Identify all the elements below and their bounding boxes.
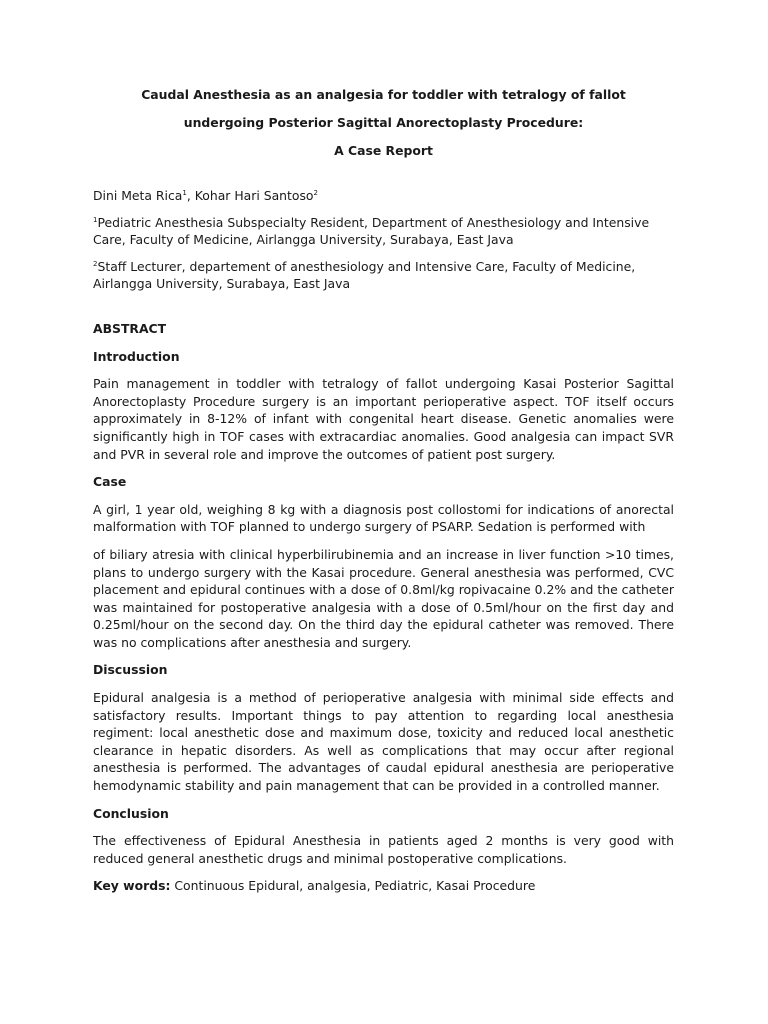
keywords-text: Continuous Epidural, analgesia, Pediatric, Kasai Procedure [170,878,536,894]
document-page [93,86,674,895]
affiliation-text: Staff Lecturer, departement of anesthesiology and Intensive Care, Faculty of Medicine, Airlangga University, Surabaya, East Java [93,258,636,292]
author-list [93,187,674,205]
case-paragraph-2: of biliary atresia with clinical hyperbilirubinemia and an increase in liver function >10 times, plans to undergo surgery with the Kasai procedure. General anesthesia was performed, CVC placement and epidural continues with a dose of 0.8ml/kg ropivacaine 0.2% and the catheter was maintained for postoperative analgesia with a dose of 0.5ml/hour on the first day and 0.25ml/hour on the second day. On the third day the epidural catheter was removed. There was no complications after anesthesia and surgery. [93,546,674,650]
affiliation-text: Pediatric Anesthesia Subspecialty Resident, Department of Anesthesiology and Intensive Care, Faculty of Medicine, Airlangga University, Surabaya, East Java [93,214,650,248]
affiliation-2 [93,258,674,293]
discussion-paragraph: Epidural analgesia is a method of perioperative analgesia with minimal side effects and satisfactory results. Important things to pay attention to regarding local anesthesia regiment: local anesthetic dose and maximum dose, toxicity and reduced local anesthetic clearance in hepatic disorders. As well as complications that may occur after regional anesthesia is performed. The advantages of caudal epidural anesthesia are perioperative hemodynamic stability and pain management that can be provided in a controlled manner. [93,690,674,794]
conclusion-paragraph: The effectiveness of Epidural Anesthesia in patients aged 2 months is very good with reduced general anesthetic drugs and minimal postoperative complications. [93,833,674,866]
discussion-heading: Discussion [93,662,168,678]
author-affiliation-mark: 2 [313,189,318,197]
author-affiliation-mark: 1 [182,189,187,197]
keywords-line [93,877,674,895]
author-name: Kohar Hari Santoso [194,188,314,203]
keywords-label: Key words: [93,878,171,894]
affiliation-mark: 2 [93,259,98,268]
author-separator: , [186,188,195,203]
title-line-1: Caudal Anesthesia as an analgesia for toddler with tetralogy of fallot [141,87,626,102]
affiliation-mark: 1 [93,215,98,224]
introduction-paragraph: Pain management in toddler with tetralogy of fallot undergoing Kasai Posterior Sagittal Anorectoplasty Procedure surgery is an important perioperative aspect. TOF itself occurs approximately in 8-12% of infant with congenital heart disease. Genetic anomalies were significantly high in TOF cases with extracardiac anomalies. Good analgesia can impact SVR and PVR in several role and improve the outcomes of patient post surgery. [93,376,674,462]
abstract-heading: ABSTRACT [93,320,167,336]
title-line-3: A Case Report [334,143,433,158]
title-line-2: undergoing Posterior Sagittal Anorectoplasty Procedure: [183,115,584,130]
author-name: Dini Meta Rica [93,188,183,203]
conclusion-heading: Conclusion [93,805,169,821]
affiliation-1 [93,214,674,249]
introduction-heading: Introduction [93,348,180,364]
case-paragraph-1: A girl, 1 year old, weighing 8 kg with a diagnosis post collostomi for indications of anorectal malformation with TOF planned to undergo surgery of PSARP. Sedation is performed with [93,501,674,535]
case-heading: Case [93,474,127,490]
